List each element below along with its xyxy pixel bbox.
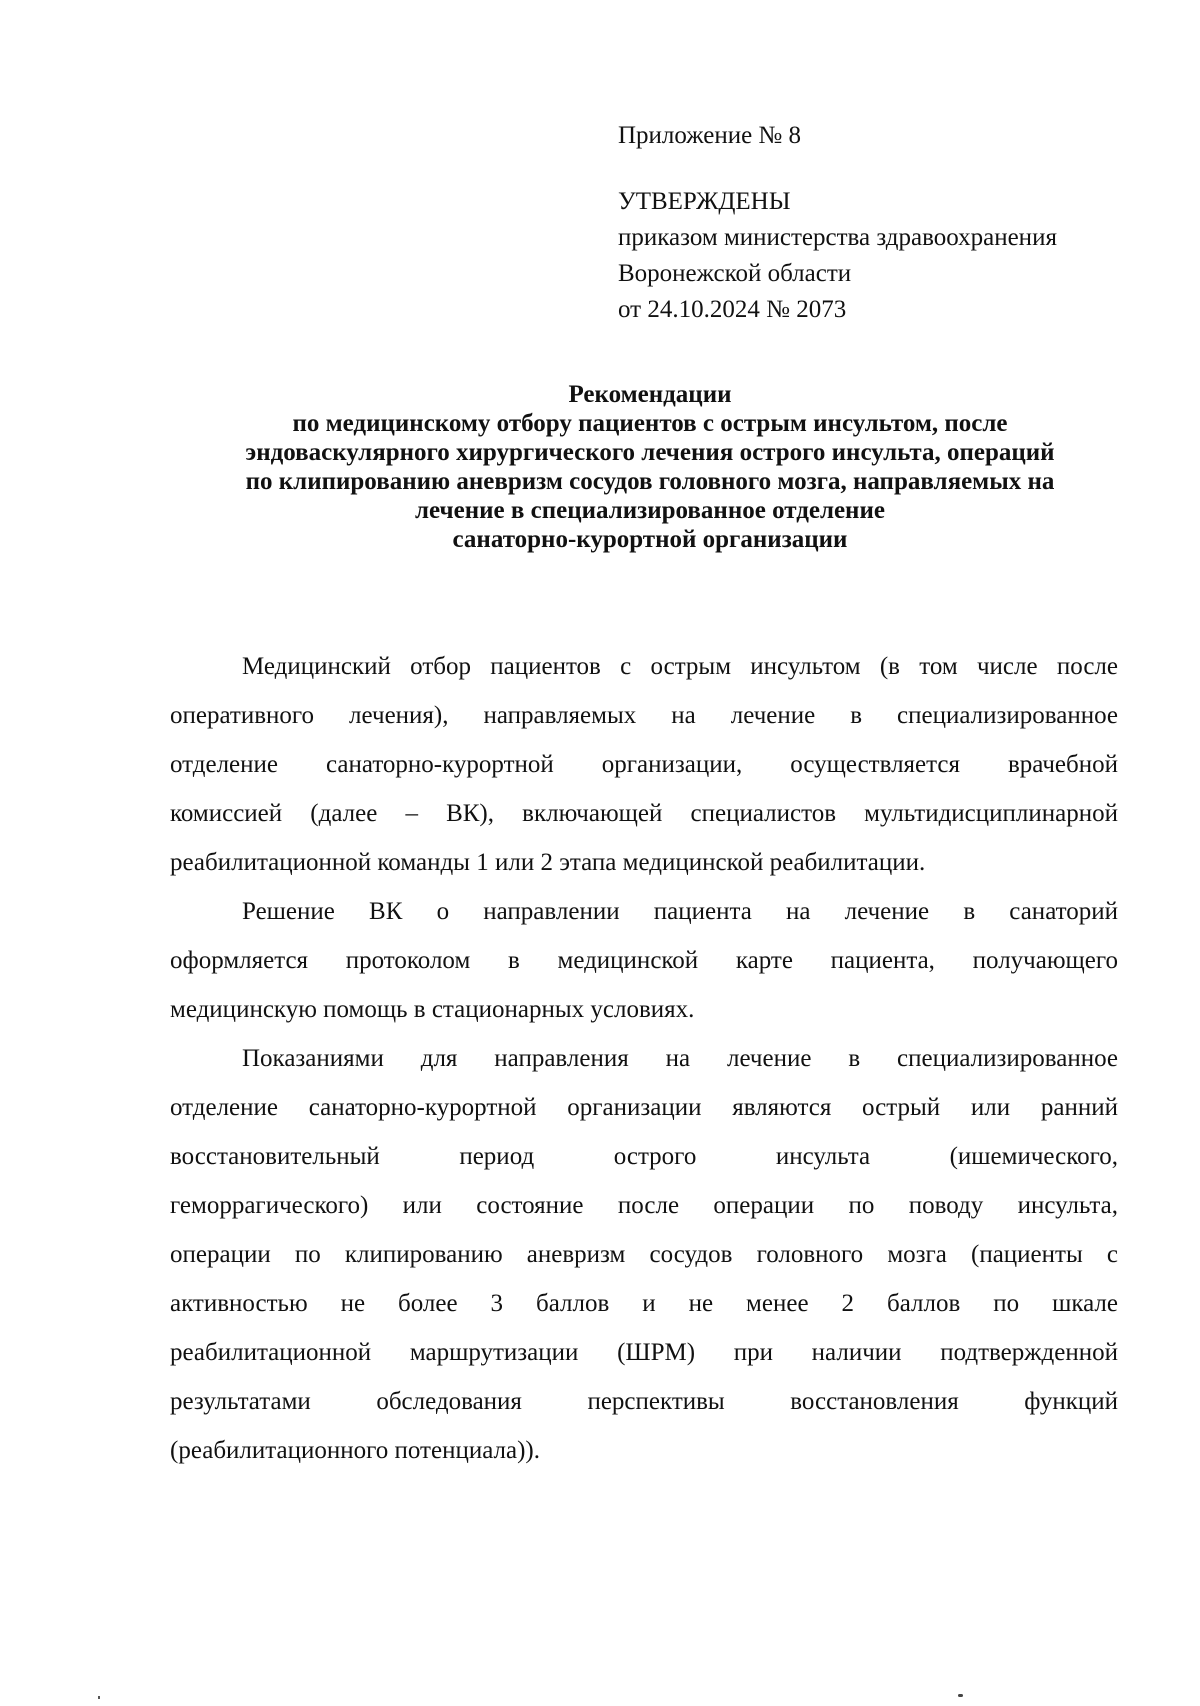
paragraph-line: реабилитационной маршрутизации (ШРМ) при наличии подтвержденной xyxy=(170,1339,1118,1366)
paragraph-line: комиссией (далее – ВК), включающей специалистов мультидисциплинарной xyxy=(170,800,1118,827)
paragraph-line: результатами обследования перспективы восстановления функций xyxy=(170,1388,1118,1415)
scan-speck xyxy=(958,1694,963,1697)
paragraph-line: (реабилитационного потенциала)). xyxy=(170,1437,540,1464)
paragraph-line: Показаниями для направления на лечение в специализированное xyxy=(242,1045,1118,1072)
order-region: Воронежской области xyxy=(618,260,852,287)
paragraph-line: Медицинский отбор пациентов с острым инсультом (в том числе после xyxy=(242,653,1118,680)
paragraph-decision xyxy=(170,887,1118,1034)
document-body xyxy=(170,642,1118,1475)
paragraph-line: оформляется протоколом в медицинской карте пациента, получающего xyxy=(170,947,1118,974)
paragraph-line: медицинскую помощь в стационарных условиях. xyxy=(170,996,695,1023)
order-issuer: приказом министерства здравоохранения xyxy=(618,224,1057,251)
paragraph-line: отделение санаторно-курортной организации, осуществляется врачебной xyxy=(170,751,1118,778)
annex-number: Приложение № 8 xyxy=(618,122,802,149)
paragraph-line: реабилитационной команды 1 или 2 этапа медицинской реабилитации. xyxy=(170,849,926,876)
title-line: Рекомендации xyxy=(568,381,732,408)
title-line: эндоваскулярного хирургического лечения острого инсульта, операций xyxy=(245,439,1055,466)
document-title xyxy=(150,380,1150,554)
paragraph-line: операции по клипированию аневризм сосудов головного мозга (пациенты с xyxy=(170,1241,1118,1268)
paragraph-indications xyxy=(170,1034,1118,1475)
paragraph-line: оперативного лечения), направляемых на лечение в специализированное xyxy=(170,702,1118,729)
paragraph-line: геморрагического) или состояние после операции по поводу инсульта, xyxy=(170,1192,1118,1219)
title-line: лечение в специализированное отделение xyxy=(415,497,885,524)
title-line: санаторно-курортной организации xyxy=(452,526,848,553)
approved-heading: УТВЕРЖДЕНЫ xyxy=(618,188,791,215)
paragraph-line: отделение санаторно-курортной организации являются острый или ранний xyxy=(170,1094,1118,1121)
scan-speck xyxy=(98,1696,100,1699)
title-line: по клипированию аневризм сосудов головного мозга, направляемых на xyxy=(245,468,1055,495)
title-line: по медицинскому отбору пациентов с острым инсультом, после xyxy=(292,410,1008,437)
order-date-number: от 24.10.2024 № 2073 xyxy=(618,296,847,323)
paragraph-selection xyxy=(170,642,1118,887)
approval-block xyxy=(618,118,1138,328)
paragraph-line: восстановительный период острого инсульта (ишемического, xyxy=(170,1143,1118,1170)
paragraph-line: активностью не более 3 баллов и не менее 2 баллов по шкале xyxy=(170,1290,1118,1317)
paragraph-line: Решение ВК о направлении пациента на лечение в санаторий xyxy=(242,898,1118,925)
